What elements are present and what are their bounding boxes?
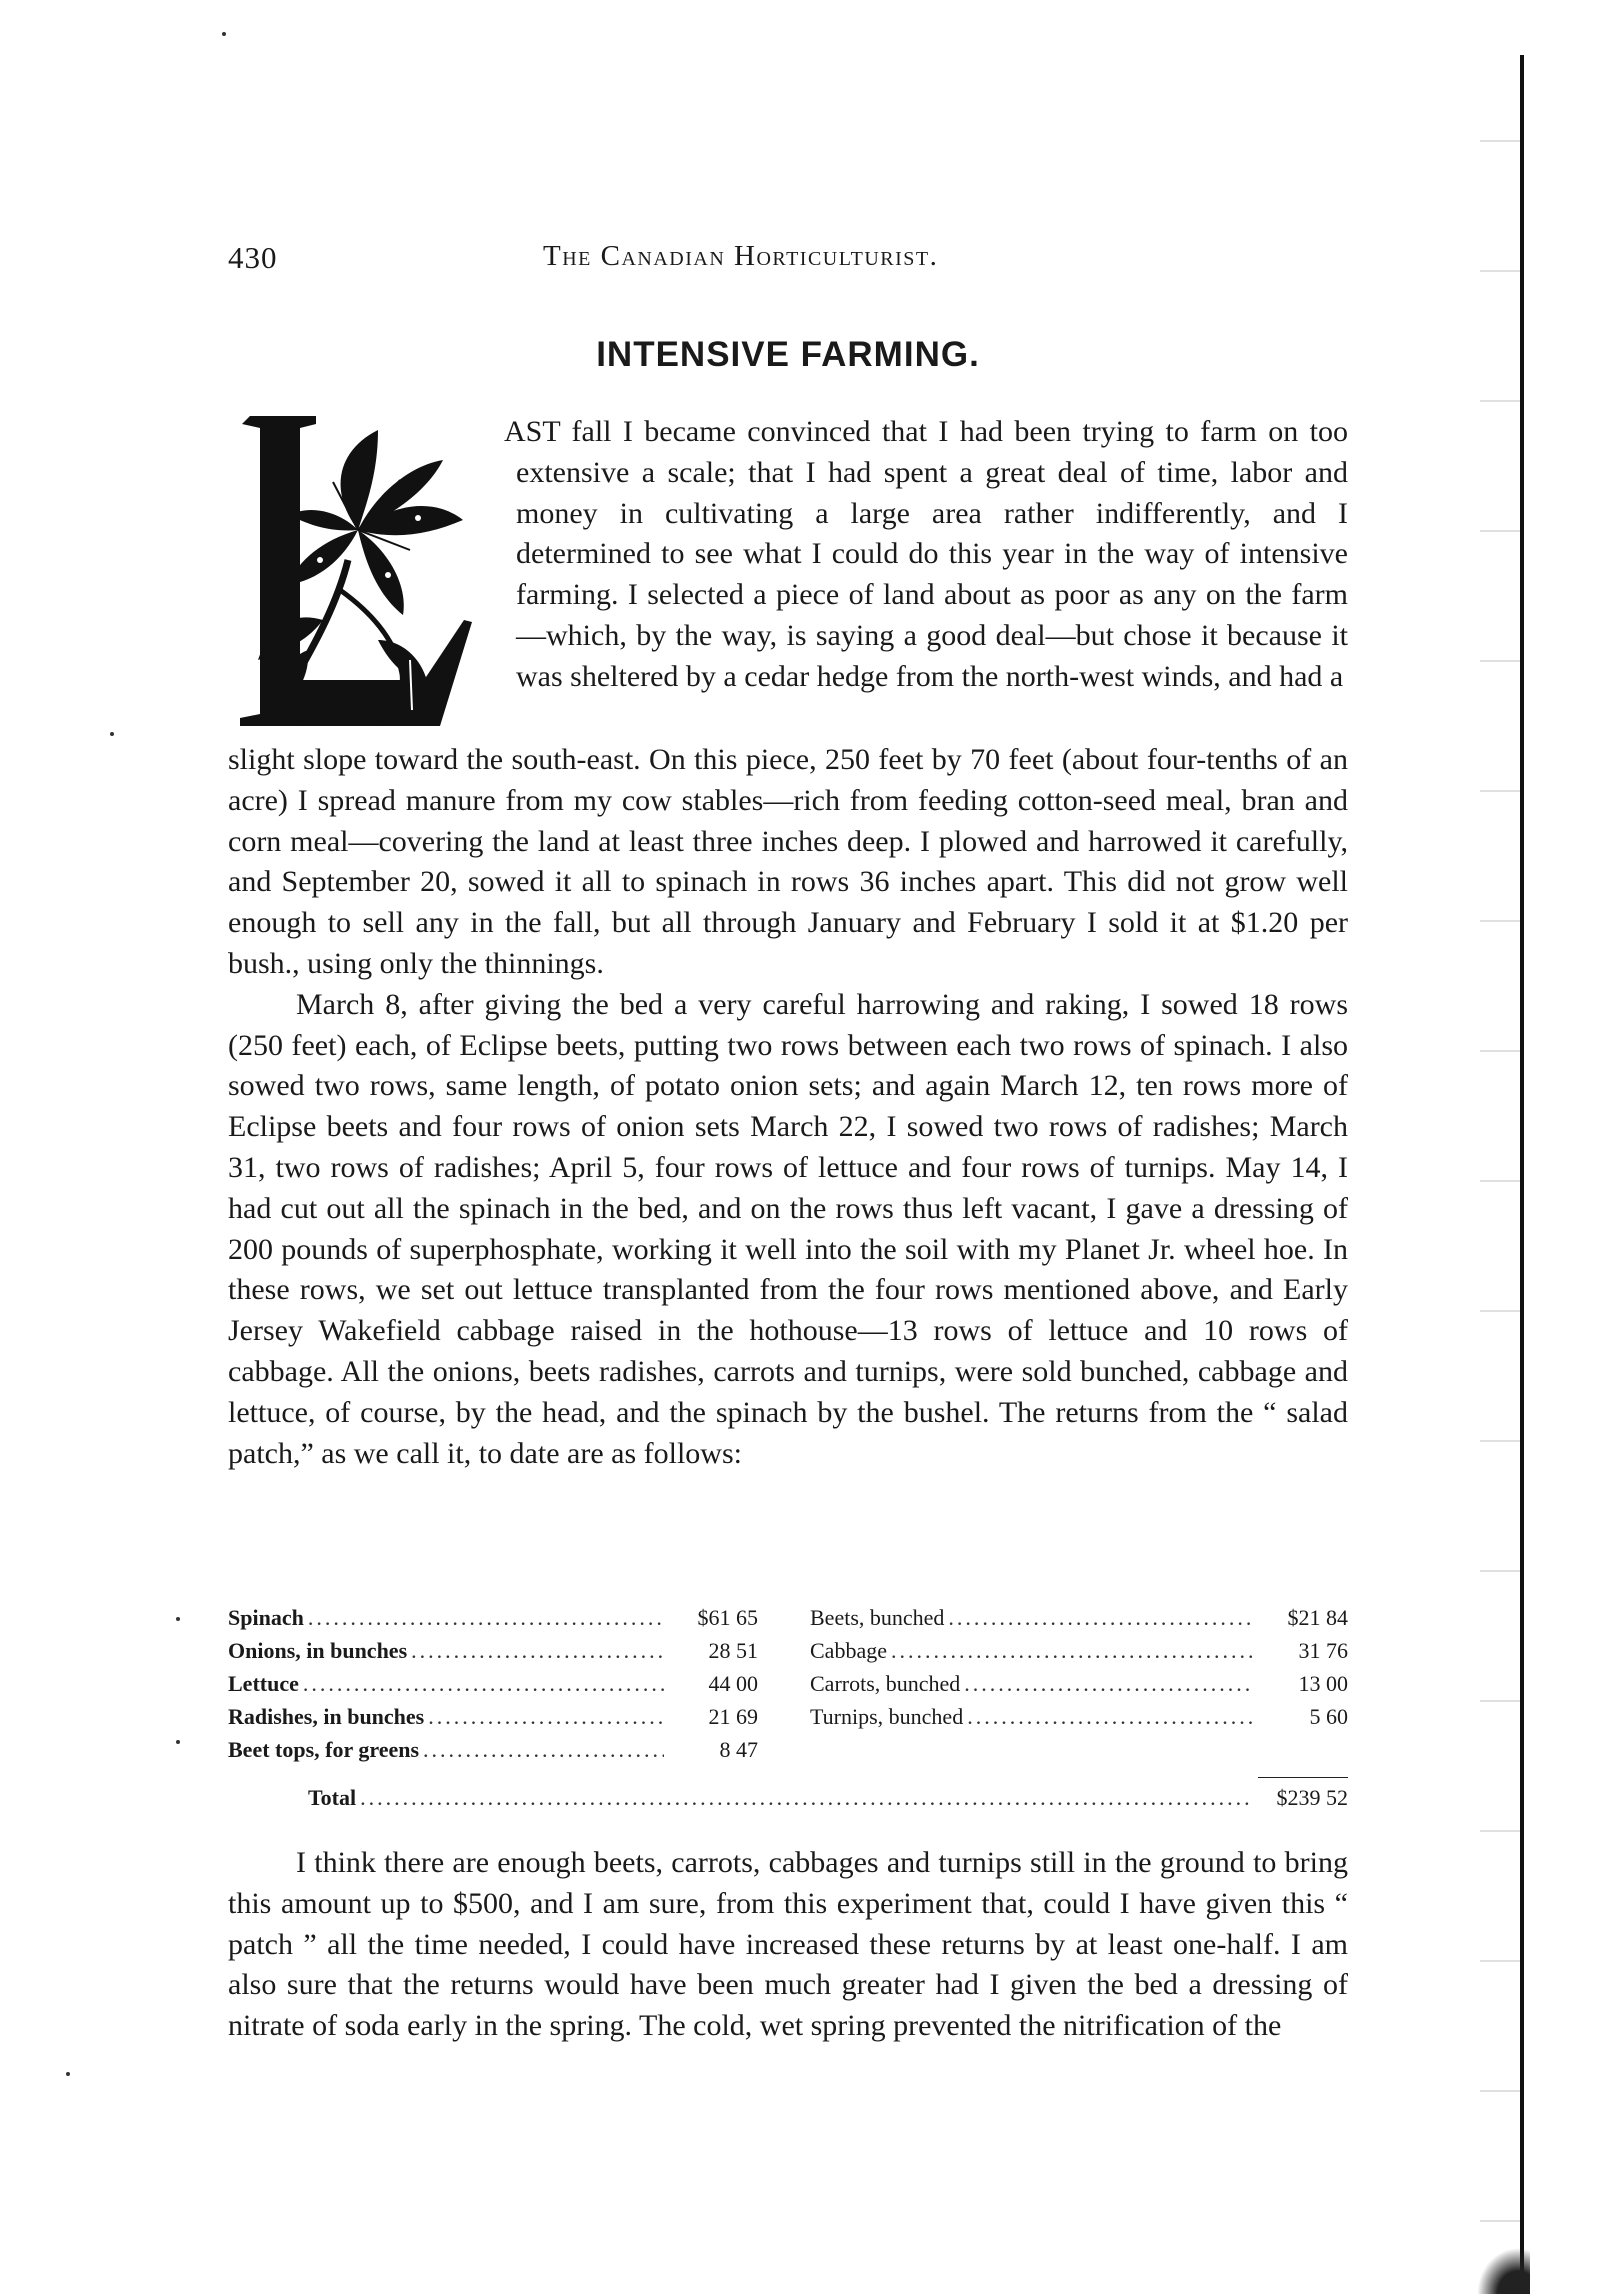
returns-total-label: Total (308, 1785, 357, 1810)
returns-item-value: 44 00 (708, 1671, 758, 1696)
paragraph-3: I think there are enough beets, carrots, cabbages and turnips still in the ground to bring this amount up to $500, and I am sure, from this experiment that, could I have given this “ patch ” all the time needed, I could have increased these returns by at least one-half. I am also sure that the returns would have been much greater had I given the bed a dressing of nitrate of soda early in the spring. The cold, wet spring prevented the nitrification of the (228, 1846, 1348, 2043)
returns-item-label: Spinach (228, 1605, 304, 1630)
returns-row (810, 1638, 1348, 1671)
scan-speck (110, 732, 114, 736)
running-head (228, 240, 1348, 280)
returns-row (810, 1605, 1348, 1638)
leader-dots (303, 1671, 664, 1697)
returns-item-label: Cabbage (810, 1638, 887, 1663)
returns-total-row (308, 1785, 1348, 1818)
article-body (228, 740, 1348, 1474)
scan-speck (176, 1740, 180, 1744)
drop-cap-letter: L (228, 410, 229, 411)
returns-item-label: Radishes, in bunches (228, 1704, 425, 1729)
returns-item-label: Beet tops, for greens (228, 1737, 420, 1762)
returns-item-value: $21 84 (1287, 1605, 1348, 1630)
returns-item-value: 31 76 (1298, 1638, 1348, 1663)
returns-total-value: $239 52 (1276, 1785, 1348, 1810)
leader-dots (423, 1737, 664, 1763)
returns-item-label: Carrots, bunched (810, 1671, 961, 1696)
returns-right-column (810, 1605, 1348, 1737)
leader-dots (308, 1605, 664, 1631)
returns-item-label: Onions, in bunches (228, 1638, 408, 1663)
sum-rule (1258, 1777, 1348, 1778)
leader-dots (360, 1785, 1254, 1811)
returns-row (228, 1605, 758, 1638)
scan-speck (222, 32, 226, 36)
returns-item-label: Turnips, bunched (810, 1704, 964, 1729)
returns-row (810, 1671, 1348, 1704)
returns-row (810, 1704, 1348, 1737)
paragraph-1-continued: slight slope toward the south-east. On this piece, 250 feet by 70 feet (about four-tenths of an acre) I spread manure from my cow stables—rich from feeding cotton-seed meal, bran and corn meal—covering the land at least three inches deep. I plowed and harrowed it carefully, and September 20, sowed it all to spinach in rows 36 inches apart. This did not grow well enough to sell any in the fall, but all through January and February I sold it at $1.20 per bush., using only the thinnings. (228, 743, 1348, 980)
leader-dots (964, 1671, 1254, 1697)
returns-row (228, 1638, 758, 1671)
returns-item-value: 28 51 (708, 1638, 758, 1663)
lily-initial-l-icon (228, 410, 488, 730)
scan-speck (176, 1617, 180, 1621)
leader-dots (948, 1605, 1254, 1631)
returns-item-value: 13 00 (1298, 1671, 1348, 1696)
returns-item-value: 8 47 (719, 1737, 758, 1762)
illustrated-drop-cap (228, 410, 488, 730)
leader-dots (967, 1704, 1254, 1730)
scan-speck (66, 2072, 70, 2076)
binding-edge-smudge (1470, 2240, 1530, 2294)
returns-item-value: 21 69 (708, 1704, 758, 1729)
returns-left-column (228, 1605, 758, 1770)
returns-row (228, 1671, 758, 1704)
page-number: 430 (228, 240, 278, 275)
returns-item-value: 5 60 (1309, 1704, 1348, 1729)
returns-item-value: $61 65 (697, 1605, 758, 1630)
returns-item-label: Lettuce (228, 1671, 299, 1696)
leader-dots (891, 1638, 1254, 1664)
returns-item-label: Beets, bunched (810, 1605, 945, 1630)
returns-row (228, 1704, 758, 1737)
paragraph-2: March 8, after giving the bed a very careful harrowing and raking, I sowed 18 rows (250 feet) each, of Eclipse beets, putting two rows between each two rows of spinach. I also sowed two rows, same length, of potato onion sets; and again March 12, ten rows more of Eclipse beets and four rows of onion sets March 22, I sowed two rows of radishes; March 31, two rows of radishes; April 5, four rows of lettuce and four rows of turnips. May 14, I had cut out all the spinach in the bed, and on the rows thus left vacant, I gave a dressing of 200 pounds of superphosphate, working it well into the soil with my Planet Jr. wheel hoe. In these rows, we set out lettuce transplanted from the four rows mentioned above, and Early Jersey Wakefield cabbage raised in the hothouse—13 rows of lettuce and 10 rows of cabbage. All the onions, beets radishes, carrots and turnips, were sold bunched, cabbage and lettuce, of course, by the head, and the spinach by the bushel. The returns from the “ salad patch,” as we call it, to date are as follows: (228, 987, 1348, 1470)
leader-dots (428, 1704, 664, 1730)
returns-row (228, 1737, 758, 1770)
paragraph-1-wrapped: AST fall I became convinced that I had been trying to farm on too extensive a scale; that I had spent a great deal of time, labor and money in cultivating a large area rather indifferently, and I determined to see what I could do this year in the way of intensive farming. I selected a piece of land about as poor as any on the farm—which, by the way, is saying a good deal—but chose it because it was sheltered by a cedar hedge from the north-west winds, and had a (504, 415, 1348, 693)
page-edge-shadow (1480, 80, 1520, 2280)
binding-edge-line (1520, 55, 1524, 2294)
article-title: INTENSIVE FARMING. (596, 335, 980, 374)
journal-title: The Canadian Horticulturist. (543, 240, 939, 272)
article-body-closing (228, 1843, 1348, 2047)
leader-dots (411, 1638, 664, 1664)
